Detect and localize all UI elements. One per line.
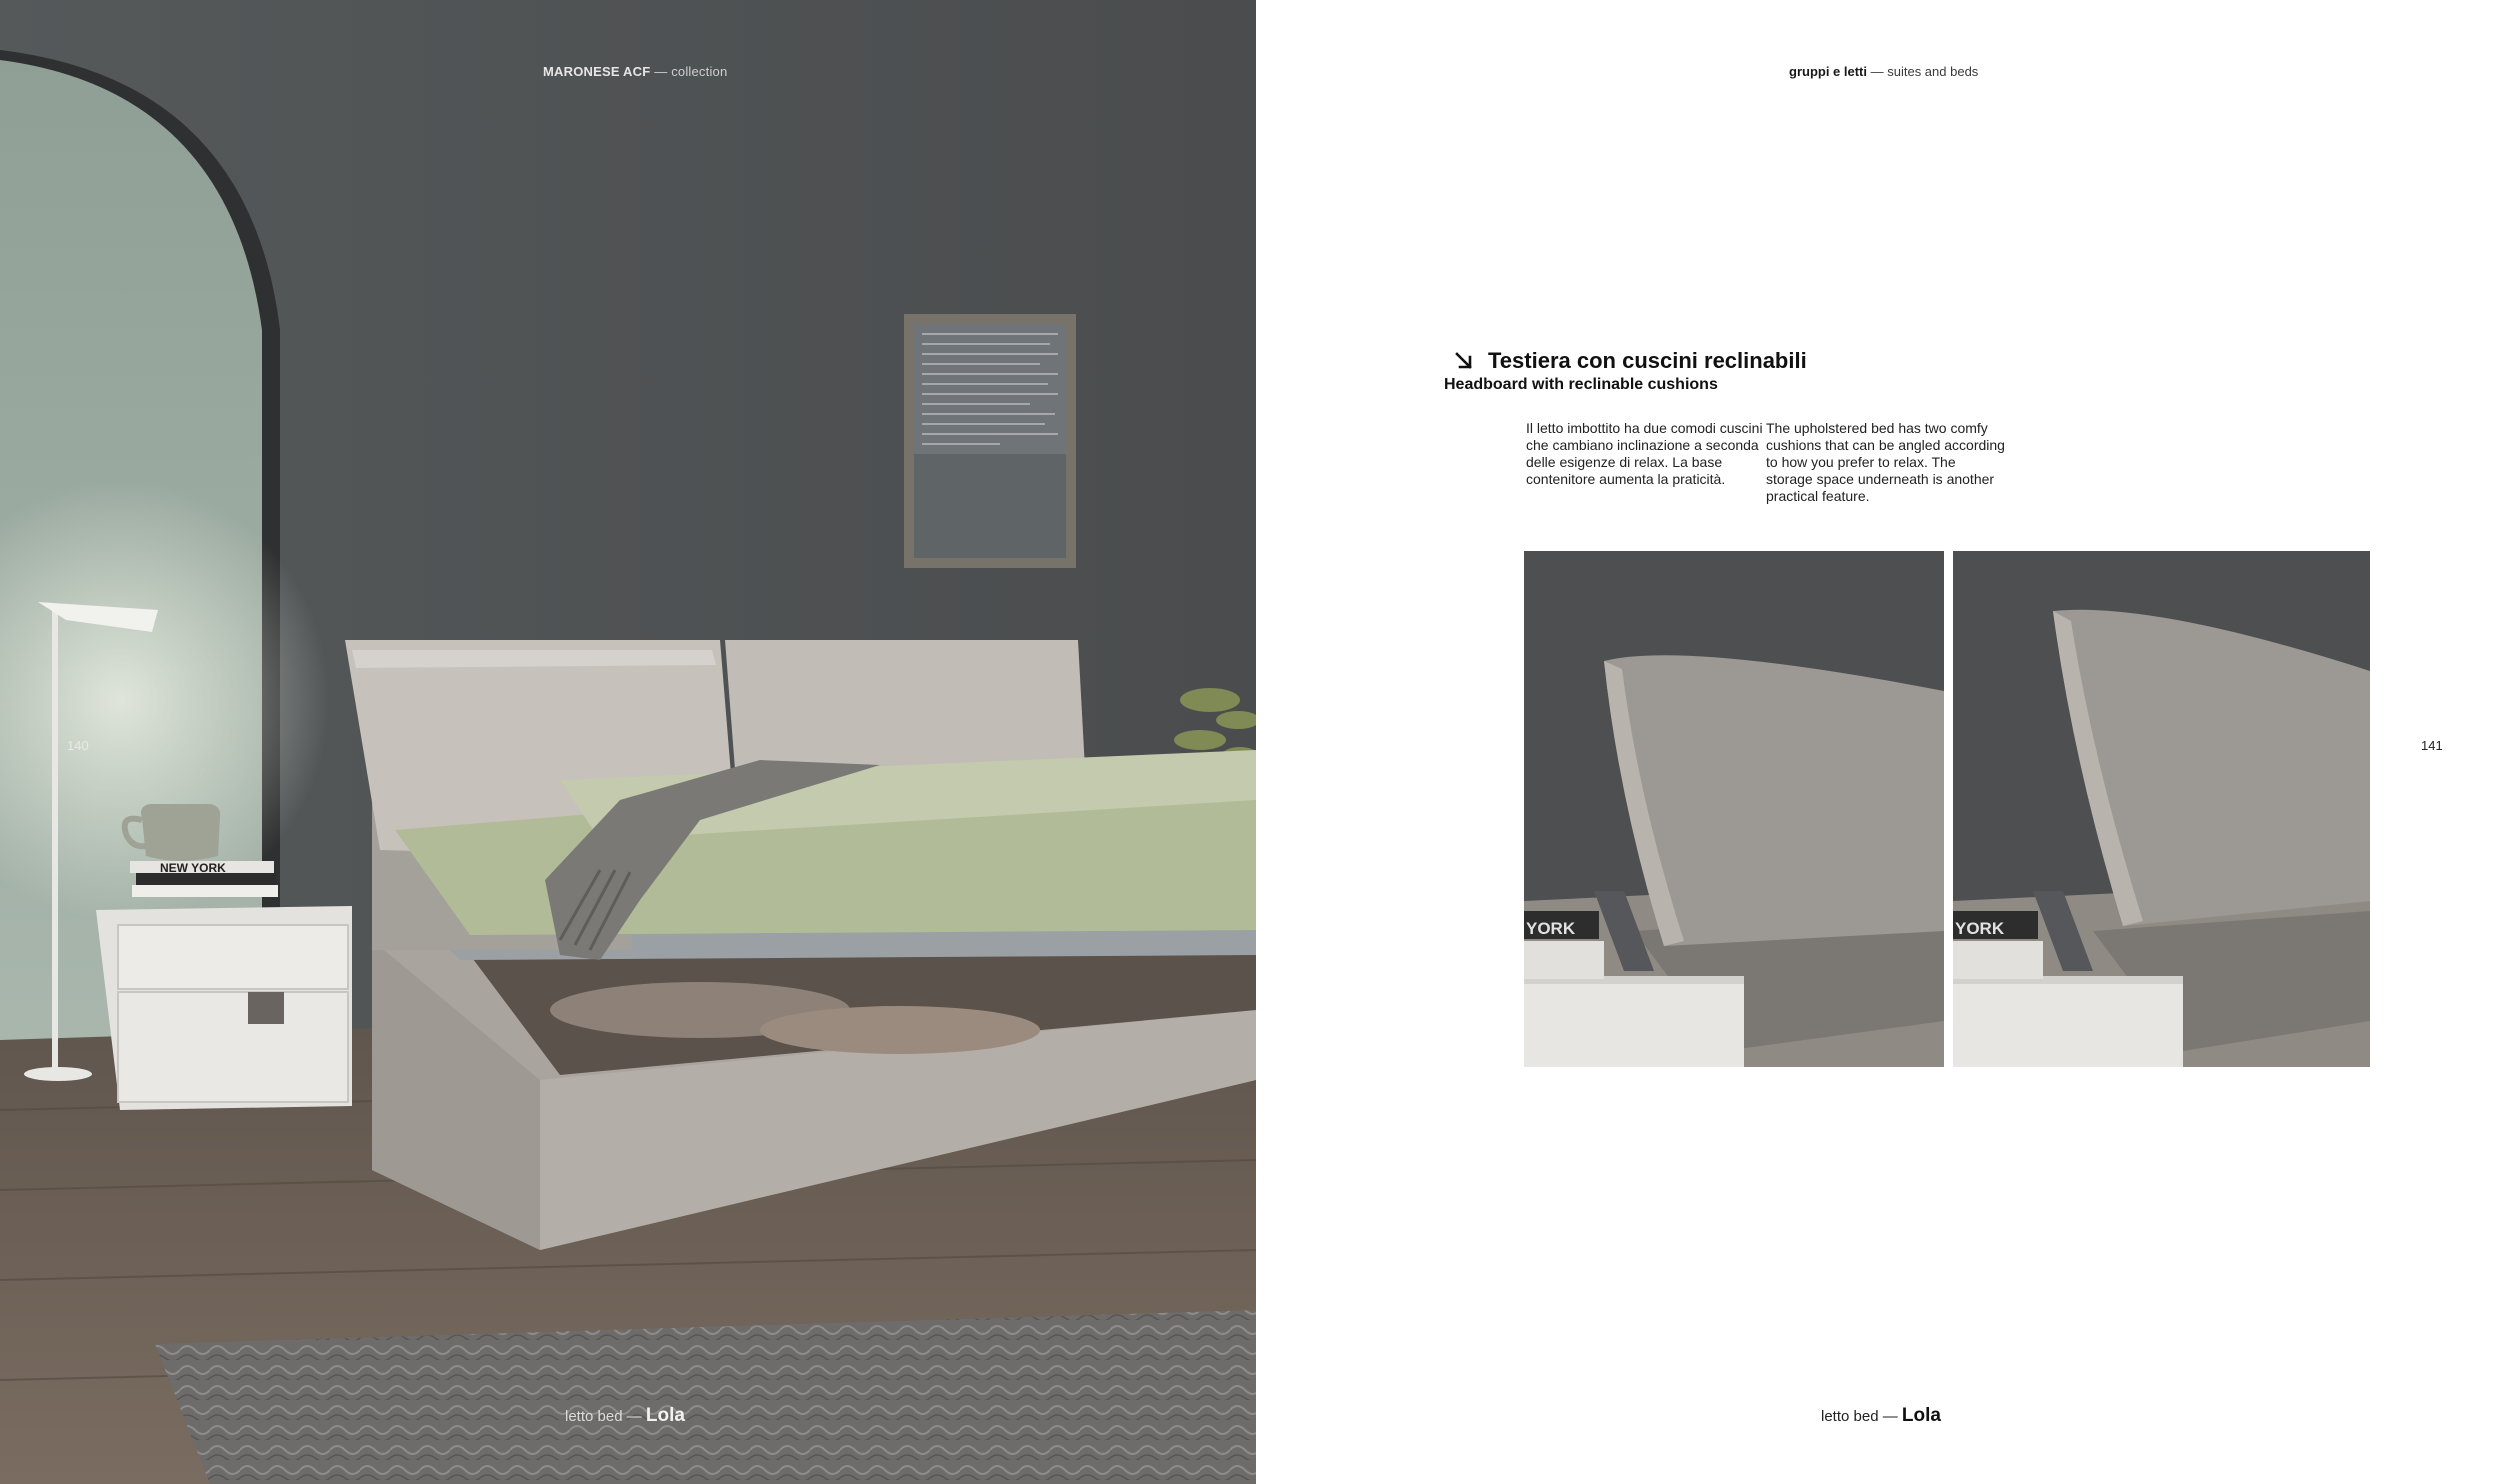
- right-page: [1256, 0, 2500, 1484]
- footer-product-name-left: Lola: [645, 1405, 685, 1426]
- right-page-header: [1789, 64, 1978, 79]
- footer-product-name-right: Lola: [1901, 1405, 1941, 1426]
- arrow-down-right-icon: [1454, 351, 1474, 371]
- feature-title-it: Testiera con cuscini reclinabili: [1488, 348, 1807, 373]
- header-collection-tag: — collection: [654, 64, 728, 79]
- left-page-header: [543, 64, 727, 79]
- feature-title-en: Headboard with reclinable cushions: [1444, 376, 1718, 393]
- footer-label-left: letto bed —: [565, 1408, 642, 1425]
- left-page-footer: [565, 1405, 685, 1427]
- description-en: The upholstered bed has two comfy cushions that can be angled according to how you prefer to relax. The storage space underneath is another practical feature.: [1766, 420, 2005, 504]
- page-number-left: 140: [67, 738, 89, 753]
- book-label: NEW YORK: [160, 861, 226, 875]
- header-section-tag: — suites and beds: [1870, 64, 1979, 79]
- header-brand: MARONESE ACF: [543, 64, 651, 79]
- detail-1-book-label: YORK: [1526, 919, 1576, 938]
- footer-label-right: letto bed —: [1821, 1408, 1898, 1425]
- description-it: Il letto imbottito ha due comodi cuscini che cambiano inclinazione a seconda delle esigenze di relax. La base contenitore aumenta la praticità.: [1526, 420, 1763, 487]
- right-page-footer: [1821, 1405, 1941, 1427]
- detail-2-book-label: YORK: [1955, 919, 2005, 938]
- page-number-right: 141: [2421, 738, 2443, 753]
- detail-photo-2: [1953, 551, 2370, 1067]
- header-section: gruppi e letti: [1789, 64, 1867, 79]
- feature-title-block: [1444, 348, 1807, 394]
- detail-photo-1: [1524, 551, 1944, 1067]
